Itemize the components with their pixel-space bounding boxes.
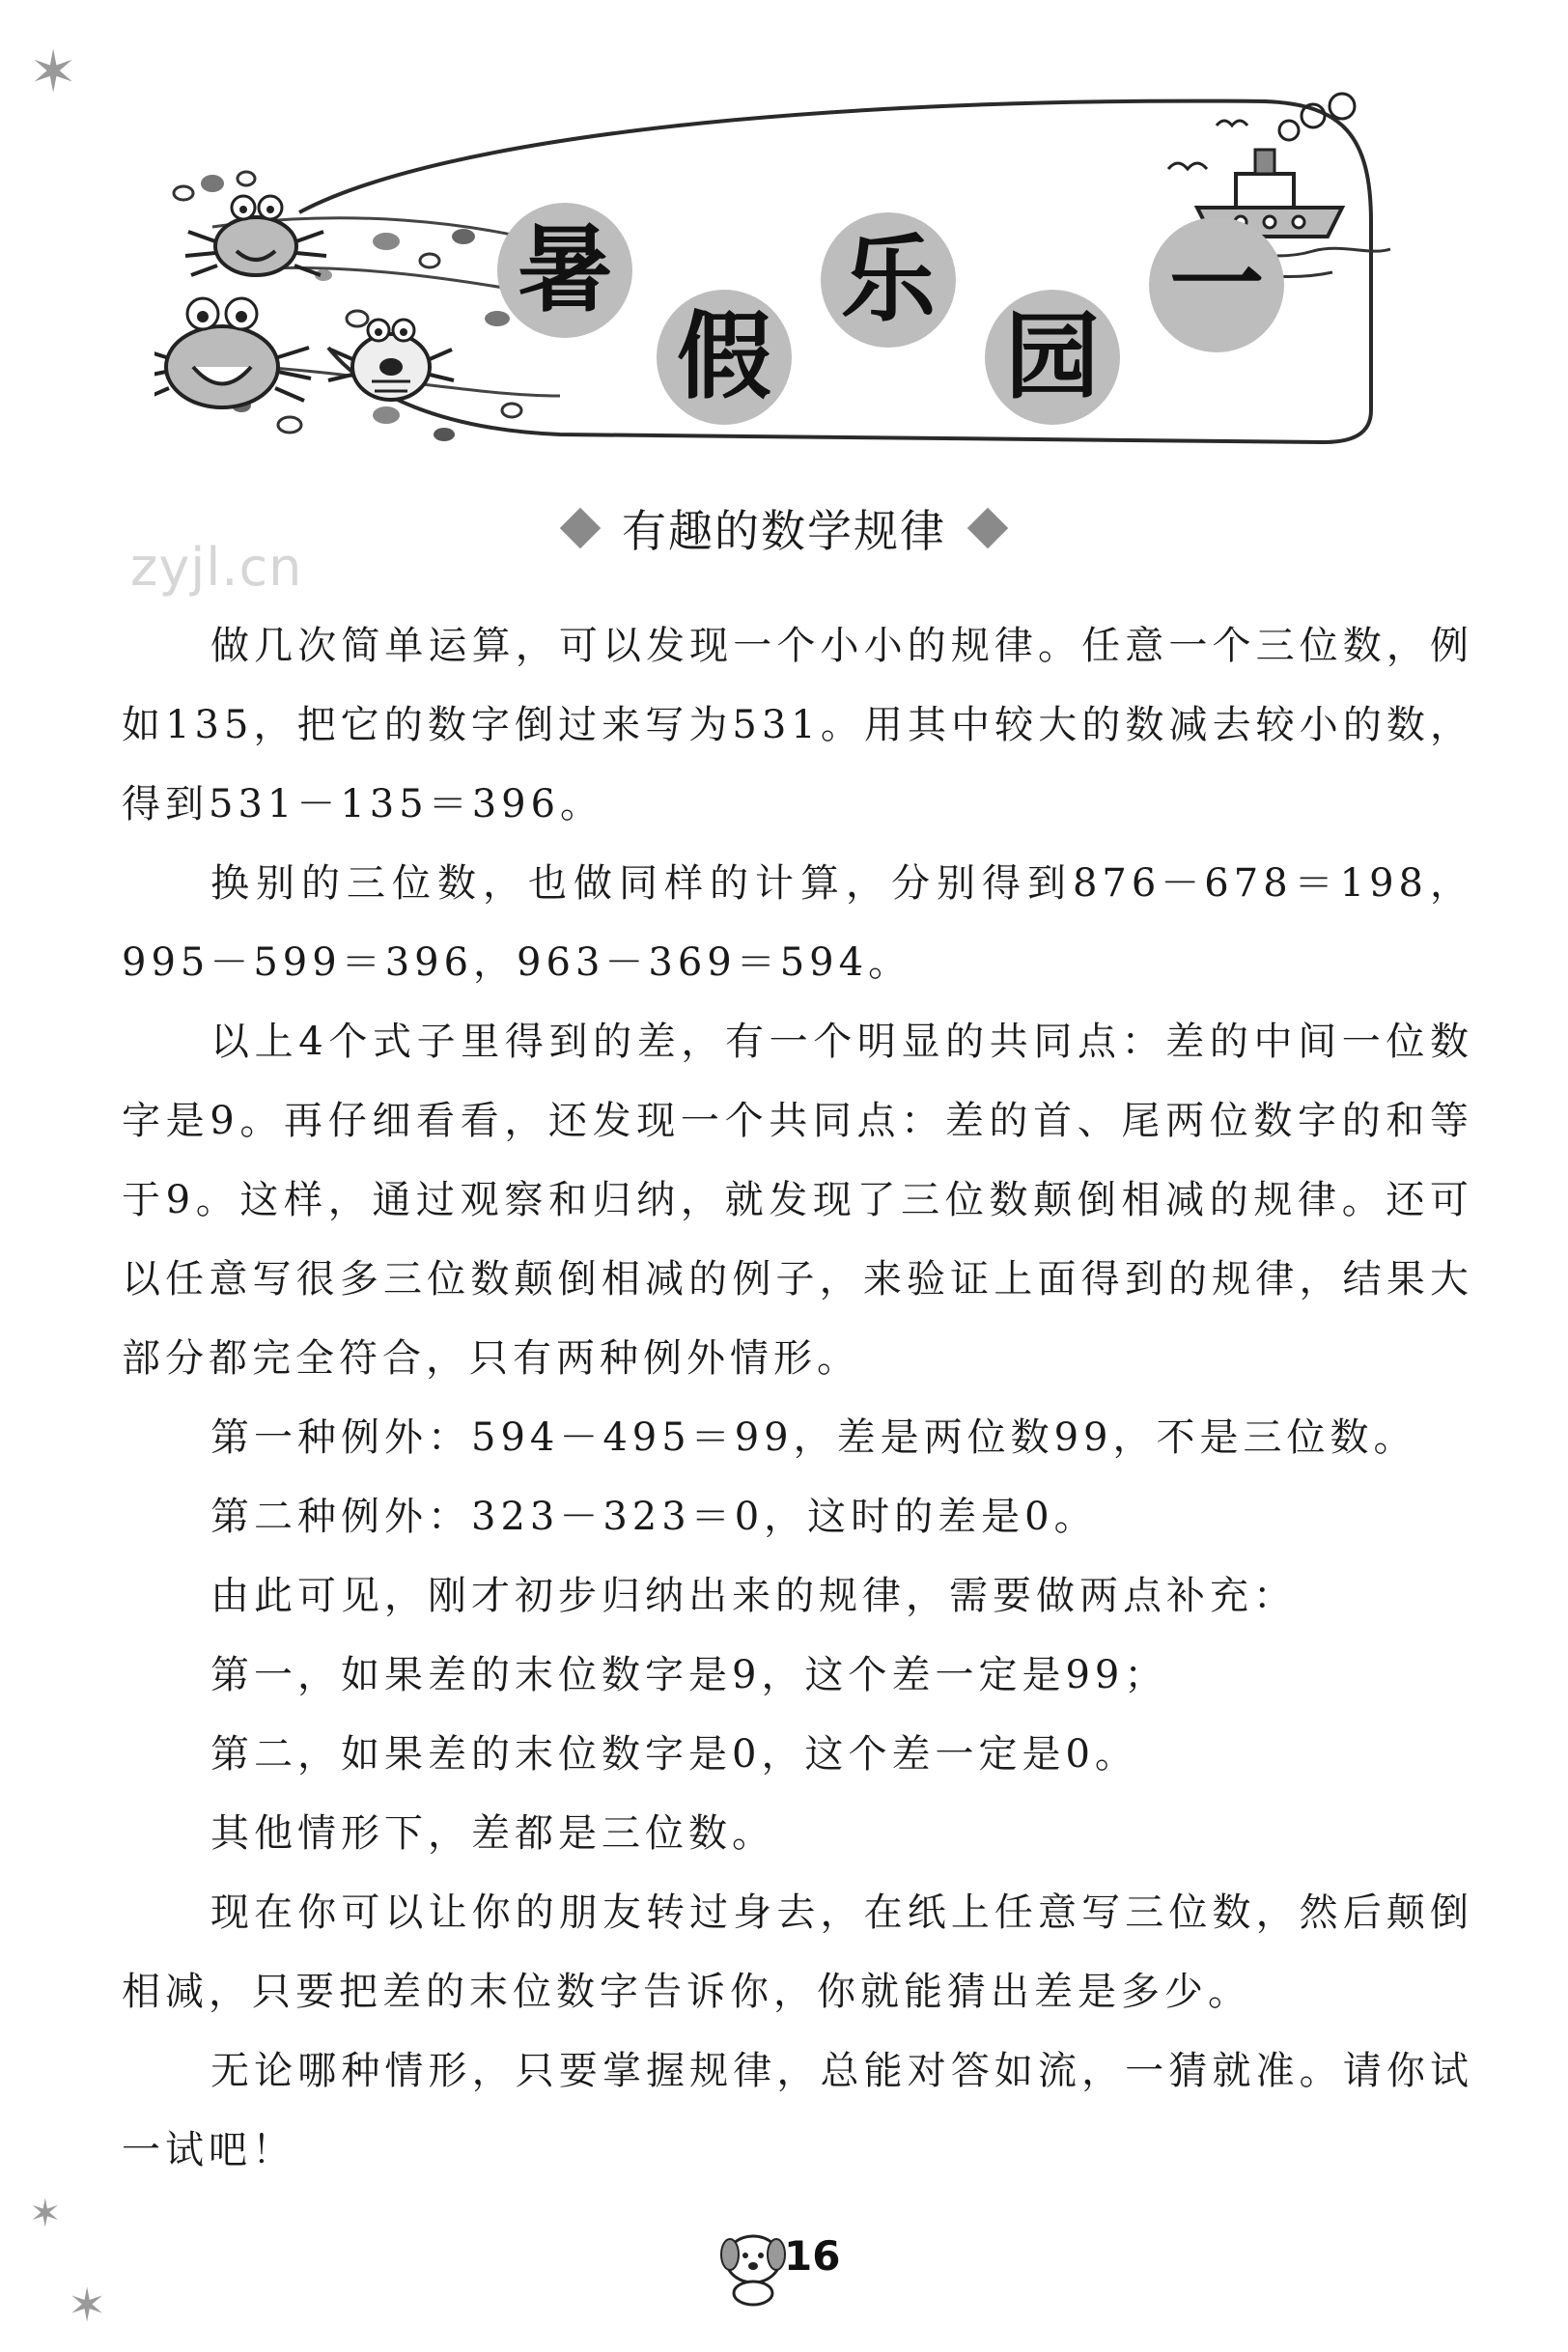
diamond-icon: [560, 508, 601, 548]
title-char: 暑: [497, 203, 632, 338]
article-body: [122, 606, 1473, 2190]
paragraph: 做几次简单运算，可以发现一个小小的规律。任意一个三位数，例如135，把它的数字倒过来写为531。用其中较大的数减去较小的数，得到531－135＝396。: [122, 624, 1473, 826]
paragraph: 由此可见，刚才初步归纳出来的规律，需要做两点补充：: [210, 1574, 1297, 1618]
crab-icon: [328, 320, 454, 400]
page-number: 16: [784, 2232, 841, 2280]
title-char: 园: [985, 290, 1120, 425]
title-char: 乐: [821, 212, 956, 348]
banner-title: [497, 169, 1347, 459]
page-footer: [714, 2221, 859, 2308]
header-banner: [154, 77, 1410, 463]
star-icon: ✶: [29, 2192, 62, 2236]
paragraph: 第二种例外：323－323＝0，这时的差是0。: [210, 1495, 1098, 1539]
title-char: 假: [657, 290, 792, 425]
paragraph: 无论哪种情形，只要掌握规律，总能对答如流，一猜就准。请你试一试吧！: [122, 2049, 1473, 2172]
paragraph: 第二，如果差的末位数字是0，这个差一定是0。: [210, 1732, 1138, 1777]
puppy-icon: [714, 2221, 792, 2308]
section-title: 有趣的数学规律: [622, 505, 946, 557]
watermark: zyjl.cn: [130, 537, 303, 598]
star-icon: ✶: [68, 2279, 107, 2333]
paragraph: 第一，如果差的末位数字是9，这个差一定是99；: [210, 1653, 1168, 1697]
paragraph: 以上4个式子里得到的差，有一个明显的共同点：差的中间一位数字是9。再仔细看看，还发现一个共同点：差的首、尾两位数字的和等于9。这样，通过观察和归纳，就发现了三位数颠倒相减的规律。还可以任意写很多三位数颠倒相减的例子，来验证上面得到的规律，结果大部分都完全符合，只有两种例外情形。: [122, 1020, 1473, 1381]
diamond-icon: [967, 508, 1008, 548]
paragraph: 现在你可以让你的朋友转过身去，在纸上任意写三位数，然后颠倒相减，只要把差的末位数字告诉你，你就能猜出差是多少。: [122, 1890, 1473, 2014]
star-icon: ✶: [29, 39, 78, 106]
paragraph: 其他情形下，差都是三位数。: [210, 1811, 775, 1856]
paragraph: 第一种例外：594－495＝99，差是两位数99，不是三位数。: [210, 1415, 1417, 1460]
title-char: 一: [1149, 217, 1284, 352]
crab-icon: [154, 298, 311, 407]
paragraph: 换别的三位数，也做同样的计算，分别得到876－678＝198，995－599＝396，963－369＝594。: [122, 861, 1473, 985]
